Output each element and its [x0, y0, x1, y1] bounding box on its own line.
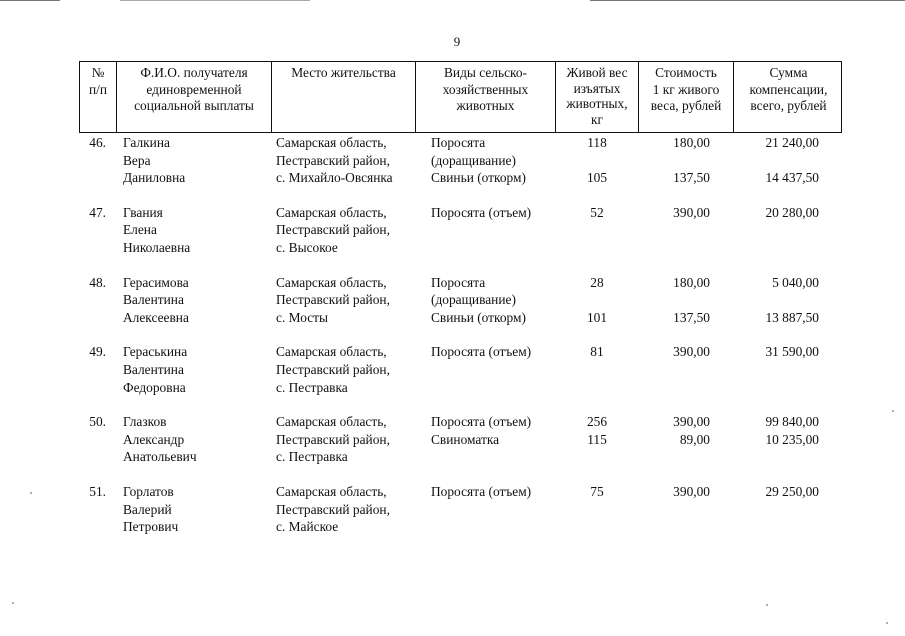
animal-type: (доращивание)	[431, 292, 516, 308]
compensation-total: 5 040,00	[772, 274, 819, 290]
header-text: Ф.И.О. получателя	[140, 65, 248, 80]
residence-address: Пестравский район,	[276, 222, 390, 238]
residence-address: с. Пестравка	[276, 449, 348, 465]
residence-address: Самарская область,	[276, 484, 387, 499]
recipient-name: Галкина	[123, 135, 170, 150]
animal-type: Поросята (отъем)	[431, 204, 532, 220]
header-address	[272, 62, 416, 132]
header-total	[734, 62, 843, 132]
compensation-total: 14 437,50	[765, 170, 819, 186]
animal-type: Свиньи (откорм)	[431, 309, 526, 325]
header-text: животных	[456, 98, 515, 113]
residence-address: Пестравский район,	[276, 362, 390, 377]
row-number: 51.	[89, 484, 106, 499]
compensation-total: 29 250,00	[765, 484, 819, 499]
header-text: 1 кг живого	[652, 81, 720, 97]
header-text: Место жительства	[291, 65, 396, 80]
scan-artifact	[590, 0, 905, 1]
price-per-kg: 390,00	[673, 414, 710, 430]
residence-address: Пестравский район,	[276, 501, 390, 517]
header-text: п/п	[88, 81, 108, 97]
compensation-total: 10 235,00	[765, 431, 819, 447]
residence-address: Самарская область,	[276, 135, 387, 150]
recipient-name: Петрович	[123, 519, 179, 535]
recipient-name: Елена	[123, 222, 157, 238]
header-text: всего, рублей	[750, 98, 827, 113]
row-number: 48.	[89, 274, 106, 290]
header-text: веса, рублей	[650, 98, 722, 113]
header-weight	[556, 62, 639, 132]
recipient-name: Даниловна	[123, 170, 186, 186]
scan-artifact	[0, 0, 60, 1]
recipient-name: Анатольевич	[123, 449, 197, 465]
residence-address: с. Михайло-Овсянка	[276, 170, 393, 186]
recipient-name: Валентина	[123, 362, 184, 377]
scan-artifact	[120, 0, 310, 1]
price-per-kg: 137,50	[673, 170, 710, 186]
row-number: 50.	[89, 414, 106, 430]
table-header	[79, 61, 842, 133]
animal-type: Свиньи (откорм)	[431, 170, 526, 186]
live-weight: 115	[587, 431, 607, 447]
header-animal	[416, 62, 556, 132]
live-weight: 118	[587, 135, 607, 150]
price-per-kg: 390,00	[673, 484, 710, 499]
page-number: 9	[453, 34, 461, 49]
price-per-kg: 180,00	[673, 135, 710, 150]
recipient-name: Горлатов	[123, 484, 174, 499]
scan-speck	[766, 604, 768, 606]
recipient-name: Глазков	[123, 414, 167, 430]
residence-address: Пестравский район,	[276, 152, 390, 168]
recipient-name: Валерий	[123, 501, 172, 517]
live-weight: 75	[590, 484, 604, 499]
price-per-kg: 137,50	[673, 309, 710, 325]
residence-address: с. Пестравка	[276, 379, 348, 395]
compensation-total: 13 887,50	[765, 309, 819, 325]
row-number: 49.	[89, 344, 106, 360]
live-weight: 101	[586, 309, 608, 325]
residence-address: с. Мосты	[276, 309, 329, 325]
animal-type: Поросята	[431, 135, 486, 150]
residence-address: Самарская область,	[276, 274, 387, 290]
header-text: компенсации,	[749, 81, 828, 97]
price-per-kg: 390,00	[673, 204, 710, 220]
compensation-total: 99 840,00	[765, 414, 819, 430]
recipient-name: Алексеевна	[123, 309, 189, 325]
header-text: единовременной	[146, 81, 242, 97]
scan-speck	[892, 410, 894, 412]
header-text: №	[91, 65, 105, 80]
header-text: кг	[591, 111, 603, 127]
residence-address: Самарская область,	[276, 204, 387, 220]
row-number: 47.	[89, 204, 106, 220]
header-text: животных,	[566, 96, 628, 111]
header-text: социальной выплаты	[134, 98, 254, 113]
animal-type: (доращивание)	[431, 152, 516, 168]
residence-address: Самарская область,	[276, 414, 387, 430]
residence-address: с. Майское	[276, 519, 339, 535]
residence-address: Самарская область,	[276, 344, 387, 360]
recipient-name: Гераськина	[123, 344, 188, 360]
header-price	[639, 62, 734, 132]
recipient-name: Федоровна	[123, 379, 186, 395]
live-weight: 52	[590, 204, 604, 220]
price-per-kg: 180,00	[673, 274, 710, 290]
row-number: 46.	[89, 135, 106, 150]
residence-address: Пестравский район,	[276, 292, 390, 308]
header-num	[80, 62, 117, 132]
live-weight: 105	[586, 170, 608, 186]
live-weight: 28	[590, 274, 604, 290]
residence-address: Пестравский район,	[276, 431, 390, 447]
recipient-name: Александр	[123, 431, 185, 447]
compensation-total: 20 280,00	[765, 204, 819, 220]
compensation-total: 31 590,00	[765, 344, 819, 360]
recipient-name: Валентина	[123, 292, 184, 308]
animal-type: Свиноматка	[431, 431, 500, 447]
header-name	[117, 62, 272, 132]
recipient-name: Гвания	[123, 204, 163, 220]
header-text: Стоимость	[655, 65, 717, 80]
header-text: Виды сельско-	[443, 65, 528, 80]
live-weight: 81	[590, 344, 604, 360]
animal-type: Поросята (отъем)	[431, 414, 532, 430]
recipient-name: Герасимова	[123, 274, 189, 290]
price-per-kg: 89,00	[679, 431, 710, 447]
animal-type: Поросята (отъем)	[431, 484, 532, 499]
recipient-name: Вера	[123, 152, 151, 168]
scan-speck	[12, 602, 14, 604]
scan-speck	[30, 492, 32, 494]
live-weight: 256	[586, 414, 608, 430]
residence-address: с. Высокое	[276, 240, 338, 255]
animal-type: Поросята (отъем)	[431, 344, 532, 360]
recipient-name: Николаевна	[123, 240, 191, 255]
animal-type: Поросята	[431, 274, 486, 290]
price-per-kg: 390,00	[673, 344, 710, 360]
header-text: Сумма	[769, 65, 808, 80]
header-text: Живой вес	[566, 65, 628, 80]
scan-speck	[886, 622, 888, 624]
header-text: изъятых	[573, 80, 621, 96]
compensation-total: 21 240,00	[765, 135, 819, 150]
header-text: хозяйственных	[442, 81, 529, 97]
